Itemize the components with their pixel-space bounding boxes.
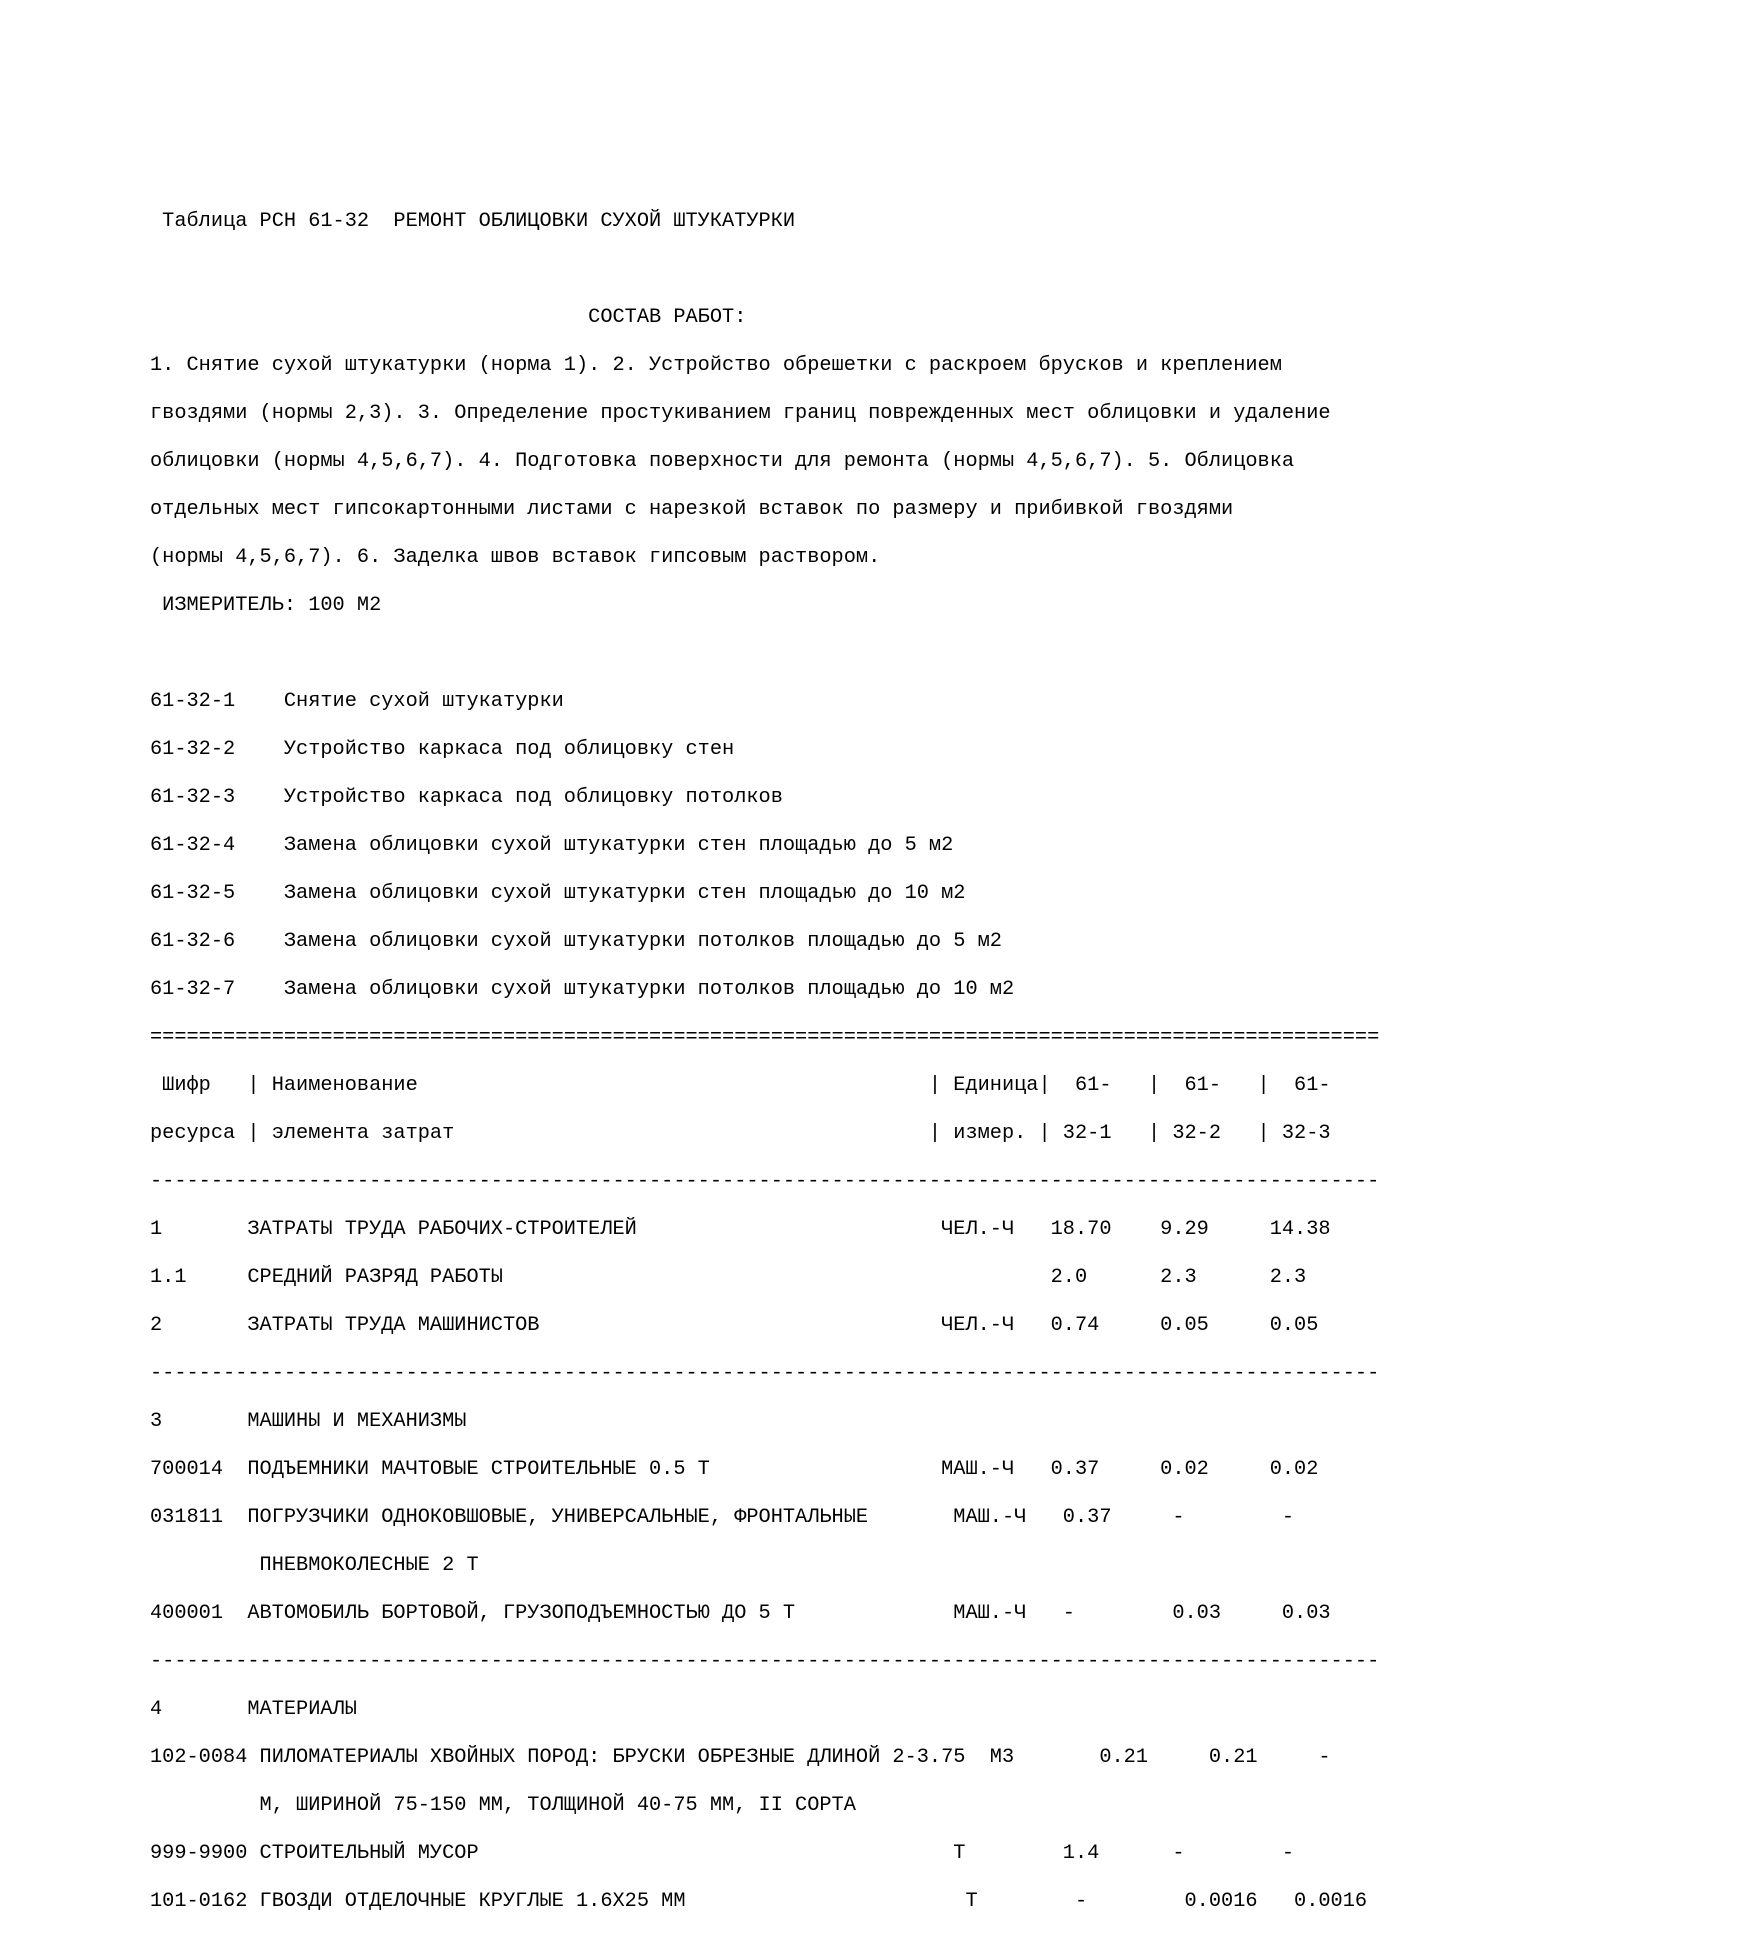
measure-unit: ИЗМЕРИТЕЛЬ: 100 М2 [150,594,382,617]
norm-item: 61-32-2 Устройство каркаса под облицовку стен [150,738,735,761]
table-row: 1.1 СРЕДНИЙ РАЗРЯД РАБОТЫ 2.0 2.3 2.3 [150,1266,1307,1289]
norm-item: 61-32-6 Замена облицовки сухой штукатурки потолков площадью до 5 м2 [150,930,1002,953]
table-row: 031811 ПОГРУЗЧИКИ ОДНОКОВШОВЫЕ, УНИВЕРСАЛЬНЫЕ, ФРОНТАЛЬНЫЕ МАШ.-Ч 0.37 - - [150,1506,1295,1529]
table-row: 101-0162 ГВОЗДИ ОТДЕЛОЧНЫЕ КРУГЛЫЕ 1.6Х25 ММ Т - 0.0016 0.0016 [150,1890,1368,1913]
table-header-row: ресурса | элемента затрат | измер. | 32-1 | 32-2 | 32-3 [150,1122,1331,1145]
norm-item: 61-32-4 Замена облицовки сухой штукатурки стен площадью до 5 м2 [150,834,954,857]
table-row: 102-0084 ПИЛОМАТЕРИАЛЫ ХВОЙНЫХ ПОРОД: БРУСКИ ОБРЕЗНЫЕ ДЛИНОЙ 2-3.75 М3 0.21 0.21 - [150,1746,1331,1769]
work-composition-text: отдельных мест гипсокартонными листами с нарезкой вставок по размеру и прибивкой гвоздями [150,498,1234,521]
norm-item: 61-32-7 Замена облицовки сухой штукатурки потолков площадью до 10 м2 [150,978,1015,1001]
work-composition-text: облицовки (нормы 4,5,6,7). 4. Подготовка поверхности для ремонта (нормы 4,5,6,7). 5. Облицовка [150,450,1295,473]
table-row-continuation: М, ШИРИНОЙ 75-150 ММ, ТОЛЩИНОЙ 40-75 ММ, II СОРТА [150,1794,856,1817]
blank-line [150,642,1379,666]
work-composition-text: 1. Снятие сухой штукатурки (норма 1). 2. Устройство обрешетки с раскроем брусков и креплением [150,354,1282,377]
work-composition-text: (нормы 4,5,6,7). 6. Заделка швов вставок гипсовым раствором. [150,546,881,569]
norm-item: 61-32-3 Устройство каркаса под облицовку потолков [150,786,783,809]
table-row-continuation: ПНЕВМОКОЛЕСНЫЕ 2 Т [150,1554,479,1577]
section-heading: 3 МАШИНЫ И МЕХАНИЗМЫ [150,1410,467,1433]
divider: ----------------------------------------------------------------------------------------------------- [150,1170,1380,1193]
work-composition-heading: СОСТАВ РАБОТ: [150,306,747,329]
double-divider: ===================================================================================================== [150,1026,1380,1049]
norm-item: 61-32-5 Замена облицовки сухой штукатурки стен площадью до 10 м2 [150,882,966,905]
document-text [150,186,1379,1938]
table-title: Таблица РСН 61-32 РЕМОНТ ОБЛИЦОВКИ СУХОЙ ШТУКАТУРКИ [150,210,796,233]
blank-line [150,258,1379,282]
table-row: 999-9900 СТРОИТЕЛЬНЫЙ МУСОР Т 1.4 - - [150,1842,1295,1865]
table-header-row: Шифр | Наименование | Единица| 61- | 61- | 61- [150,1074,1331,1097]
divider: ----------------------------------------------------------------------------------------------------- [150,1650,1380,1673]
table-row: 2 ЗАТРАТЫ ТРУДА МАШИНИСТОВ ЧЕЛ.-Ч 0.74 0.05 0.05 [150,1314,1319,1337]
table-row: 700014 ПОДЪЕМНИКИ МАЧТОВЫЕ СТРОИТЕЛЬНЫЕ 0.5 Т МАШ.-Ч 0.37 0.02 0.02 [150,1458,1319,1481]
norm-item: 61-32-1 Снятие сухой штукатурки [150,690,564,713]
work-composition-text: гвоздями (нормы 2,3). 3. Определение простукиванием границ поврежденных мест облицовки и удаление [150,402,1331,425]
table-row: 1 ЗАТРАТЫ ТРУДА РАБОЧИХ-СТРОИТЕЛЕЙ ЧЕЛ.-Ч 18.70 9.29 14.38 [150,1218,1331,1241]
section-heading: 4 МАТЕРИАЛЫ [150,1698,357,1721]
table-row: 400001 АВТОМОБИЛЬ БОРТОВОЙ, ГРУЗОПОДЪЕМНОСТЬЮ ДО 5 Т МАШ.-Ч - 0.03 0.03 [150,1602,1331,1625]
divider: ----------------------------------------------------------------------------------------------------- [150,1362,1380,1385]
